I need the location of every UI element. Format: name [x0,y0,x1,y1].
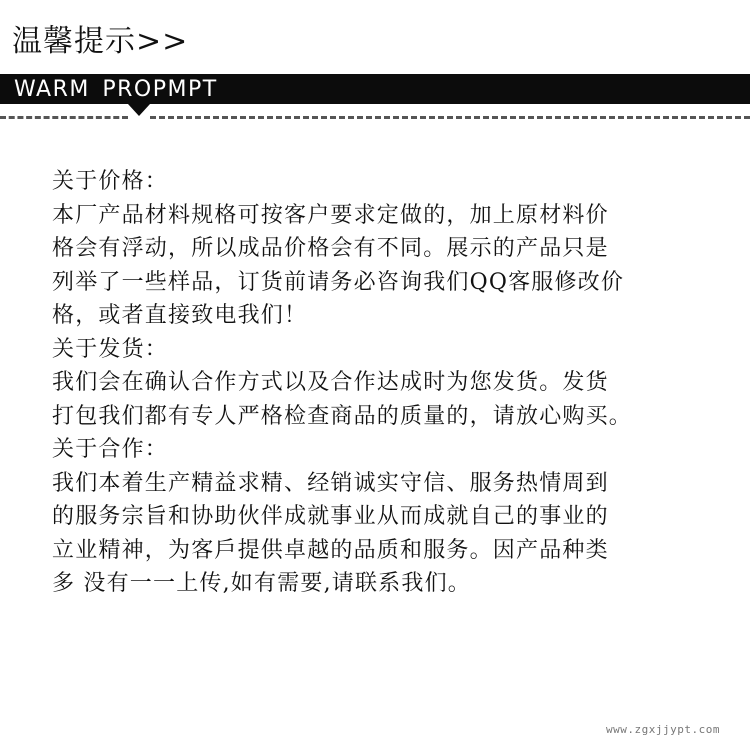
watermark-url: www.zgxjjypt.com [606,723,720,736]
text-line: 打包我们都有专人严格检查商品的质量的，请放心购买。 [52,403,633,429]
dashed-divider-right [150,116,750,119]
text-line: 立业精神，为客戶提供卓越的品质和服务。因产品种类 [52,537,609,563]
header-banner [0,74,750,104]
page-title: 温馨提示>> [12,24,189,59]
dashed-divider-left [0,116,128,119]
text-line: 列举了一些样品，订货前请务必咨询我们QQ客服修改价 [52,269,625,295]
text-line: 我们会在确认合作方式以及合作达成时为您发货。发货 [52,370,609,395]
text-line: 格，或者直接致电我们！ [52,303,308,328]
banner-notch [128,104,150,116]
text-line: 多 没有一一上传,如有需要,请联系我们。 [52,571,471,596]
section-heading-price: 关于价格： [52,169,169,194]
text-line: 本厂产品材料规格可按客户要求定做的，加上原材料价 [52,202,609,228]
text-line: 格会有浮动，所以成品价格会有不同。展示的产品只是 [52,236,609,261]
text-line: 我们本着生产精益求精、经销诚实守信、服务热情周到 [52,470,609,496]
banner-subtitle: WARM PROPMPT [14,77,218,102]
notice-body [52,165,702,601]
text-line: 的服务宗旨和协助伙伴成就事业从而成就自己的事业的 [52,504,609,529]
section-heading-shipping: 关于发货： [52,336,169,362]
section-heading-cooperation: 关于合作： [52,437,169,462]
